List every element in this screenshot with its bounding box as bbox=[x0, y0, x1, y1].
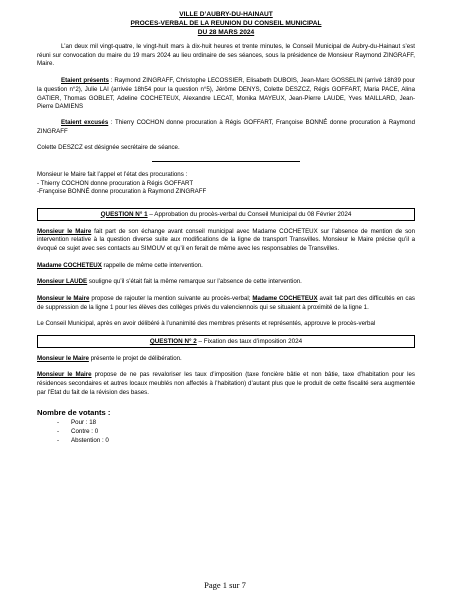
presents-paragraph bbox=[37, 77, 415, 112]
q1-paragraph-3 bbox=[37, 278, 415, 287]
excuses-label: Etaient excusés bbox=[61, 118, 109, 126]
q1-resolution: Le Conseil Municipal, après en avoir délibéré à l’unanimité des membres présents et représentés, approuve le procès-verbal bbox=[37, 319, 376, 327]
page-number: Page 1 sur 7 bbox=[204, 580, 246, 590]
q1-paragraph-4 bbox=[37, 295, 415, 312]
intro-paragraph: L’an deux mil vingt-quatre, le vingt-huit mars à dix-huit heures et trente minutes, le Conseil Municipal de Aubry-du-Hainaut s’est réuni sur convocation du maire du 19 mars 2024 au lieu ordinaire de ses séances, sous la présidence de Monsieur Raymond ZINGRAFF, Maire. bbox=[37, 43, 415, 68]
presents-label: Etaient présents bbox=[61, 77, 109, 85]
speaker-text: propose de ne pas revaloriser les taux d’imposition (taxe foncière bâtie et non bâtie, taxe d’habitation pour les résidences secondaires et autres locaux meublés non affectés à l’habitation) d’autant plus que le produit de cette fiscalité sera augmentée par l’Etat du fait de la révision des bases. bbox=[37, 371, 415, 396]
speaker-name: Monsieur LAUDE bbox=[37, 278, 88, 286]
speaker-name-2: Madame COCHETEUX bbox=[252, 295, 318, 303]
excuses-list: : Thierry COCHON donne procuration à Régis GOFFART, Françoise BONNÉ donne procuration à Raymond ZINGRAFF bbox=[37, 118, 415, 135]
excuses-paragraph bbox=[37, 119, 415, 136]
document-header bbox=[37, 10, 415, 37]
speaker-text: présente le projet de délibération. bbox=[88, 354, 182, 362]
votes-against: - Contre : 0 bbox=[57, 427, 415, 436]
question-2-box bbox=[37, 335, 415, 348]
speaker-text: propose de rajouter la mention suivante au procès-verbal; bbox=[89, 295, 253, 303]
q2-paragraph-1 bbox=[37, 355, 415, 364]
town-name: VILLE D’AUBRY-DU-HAINAUT bbox=[179, 11, 273, 18]
presents-list: : Raymond ZINGRAFF, Christophe LECOSSIER, Elisabeth DUBOIS, Jean-Marc GOSSELIN (arrivé 18h39 pour la question n°2), Julie LAI (arrivée 18h54 pour la question n°5), Jérôme DENYS, Colette DESZCZ, Régis GOFFART, Maria PACE, Alina GATIER, Thomas GOBLET, Adeline COCHETEUX, Alexandre LECAT, Monika MAYEUX, Jean-Pierre LAUDE, Yves MAILLARD, Jean-Pierre DAMIENS bbox=[37, 77, 415, 111]
speaker-text: fait part de son échange avant conseil municipal avec Madame COCHETEUX sur l’absence de mention de son intervention relative à la question diverse suite aux modifications de la ligne de transport Transvilles. Monsieur le Maire précise qu’il a évoqué ce sujet avec ses contacts au SIMOUV et qu’il en ferait de même avec les responsables de Transvilles. bbox=[37, 227, 415, 253]
votes-title: Nombre de votants : bbox=[37, 407, 111, 417]
speaker-text: souligne qu’il s’était fait la même remarque sur l’absence de cette intervention. bbox=[87, 278, 302, 286]
proxy-line-2: -Françoise BONNÉ donne procuration à Raymond ZINGRAFF bbox=[37, 188, 207, 196]
speaker-name: Monsieur le Maire bbox=[37, 295, 90, 303]
speaker-name: Monsieur le Maire bbox=[37, 227, 92, 235]
speaker-text-2: avait fait part des difficultés en cas de suppression de la ligne 1 pour les élèves des collèges privés du valenciennois qui se situaient à proximité de la ligne 1. bbox=[37, 295, 415, 311]
document-page bbox=[37, 10, 415, 445]
speaker-name: Monsieur le Maire bbox=[37, 354, 89, 362]
document-title: PROCES-VERBAL DE LA REUNION DU CONSEIL MUNICIPAL bbox=[130, 20, 322, 27]
speaker-name: Madame COCHETEUX bbox=[37, 261, 102, 269]
question-2-number: QUESTION N° 2 bbox=[149, 337, 197, 345]
question-1-number: QUESTION N° 1 bbox=[100, 210, 148, 218]
speaker-text: rappelle de même cette intervention. bbox=[101, 261, 203, 269]
q2-paragraph-2 bbox=[37, 371, 415, 397]
q1-paragraph-2 bbox=[37, 262, 415, 271]
roll-call-line: Monsieur le Maire fait l’appel et l’état des procurations : bbox=[37, 171, 188, 179]
votes-list bbox=[37, 418, 415, 445]
speaker-name: Monsieur le Maire bbox=[37, 371, 92, 379]
q1-paragraph-1 bbox=[37, 228, 415, 254]
votes-for: - Pour : 18 bbox=[57, 418, 415, 427]
votes-abstention: - Abstention : 0 bbox=[57, 436, 415, 445]
secretary-line: Colette DESZCZ est désignée secrétaire de séance. bbox=[37, 144, 180, 152]
question-2-title: – Fixation des taux d’imposition 2024 bbox=[196, 337, 303, 345]
question-1-box bbox=[37, 208, 415, 221]
question-1-title: – Approbation du procès-verbal du Conseil Municipal du 08 Février 2024 bbox=[147, 210, 352, 218]
proxy-line-1: - Thierry COCHON donne procuration à Régis GOFFART bbox=[37, 179, 194, 187]
section-divider bbox=[152, 161, 300, 162]
meeting-date: DU 28 MARS 2024 bbox=[197, 29, 255, 36]
